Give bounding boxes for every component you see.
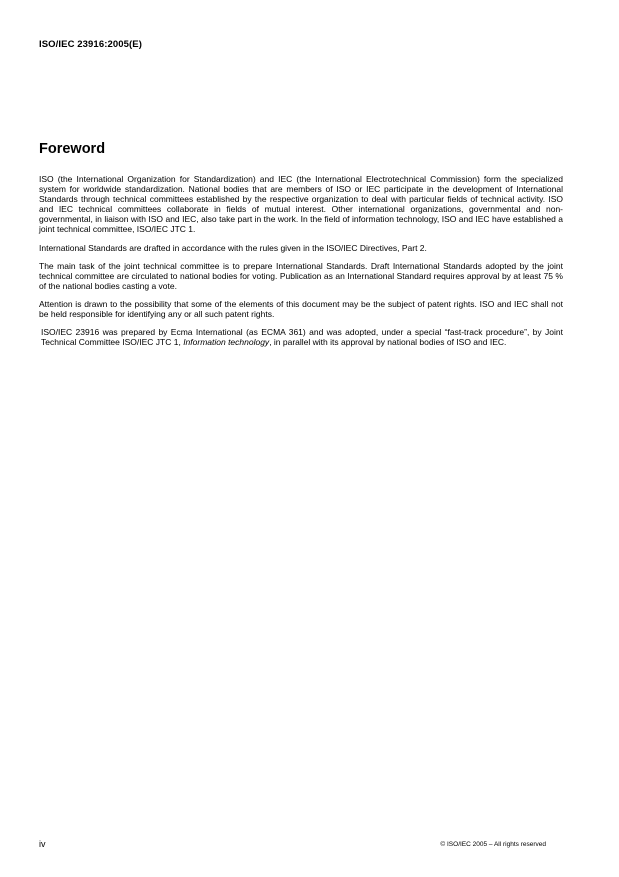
foreword-body <box>39 174 563 355</box>
paragraph-preparation <box>39 327 563 347</box>
paragraph-patent-rights: Attention is drawn to the possibility that some of the elements of this document may be the subject of patent rights. ISO and IEC shall not be held responsible for identifying any or all such patent rights. <box>39 298 563 320</box>
preparation-text-start: ISO/IEC 23916 was prepared by Ecma International (as ECMA 361) and was adopted, under a special “fast-track procedure”, by Joint Technical Committee ISO/IEC JTC 1, <box>41 327 563 348</box>
preparation-text-end: , in parallel with its approval by national bodies of ISO and IEC. <box>269 337 507 348</box>
page-number: iv <box>39 839 46 849</box>
paragraph-main-task: The main task of the joint technical committee is to prepare International Standards. Draft International Standards adopted by the joint technical committee are circulated to national bodies for voting. Publication as an International Standard requires approval by at least 75 % of the national bodies casting a vote. <box>39 260 563 291</box>
preparation-text-italic: Information technology <box>183 337 270 348</box>
paragraph-organizations: ISO (the International Organization for Standardization) and IEC (the International Electrotechnical Commission) form the specialized system for worldwide standardization. National bodies that are members of ISO or IEC participate in the development of International Standards through technical committees established by the respective organization to deal with particular fields of technical activity. ISO and IEC technical committees collaborate in fields of mutual interest. Other international organizations, governmental and non-governmental, in liaison with ISO and IEC, also take part in the work. In the field of information technology, ISO and IEC have established a joint technical committee, ISO/IEC JTC 1. <box>39 174 563 235</box>
paragraph-directives: International Standards are drafted in accordance with the rules given in the ISO/IEC Directives, Part 2. <box>39 242 427 253</box>
foreword-heading: Foreword <box>39 141 106 157</box>
document-identifier: ISO/IEC 23916:2005(E) <box>39 39 142 50</box>
copyright-notice: © ISO/IEC 2005 – All rights reserved <box>440 841 546 848</box>
